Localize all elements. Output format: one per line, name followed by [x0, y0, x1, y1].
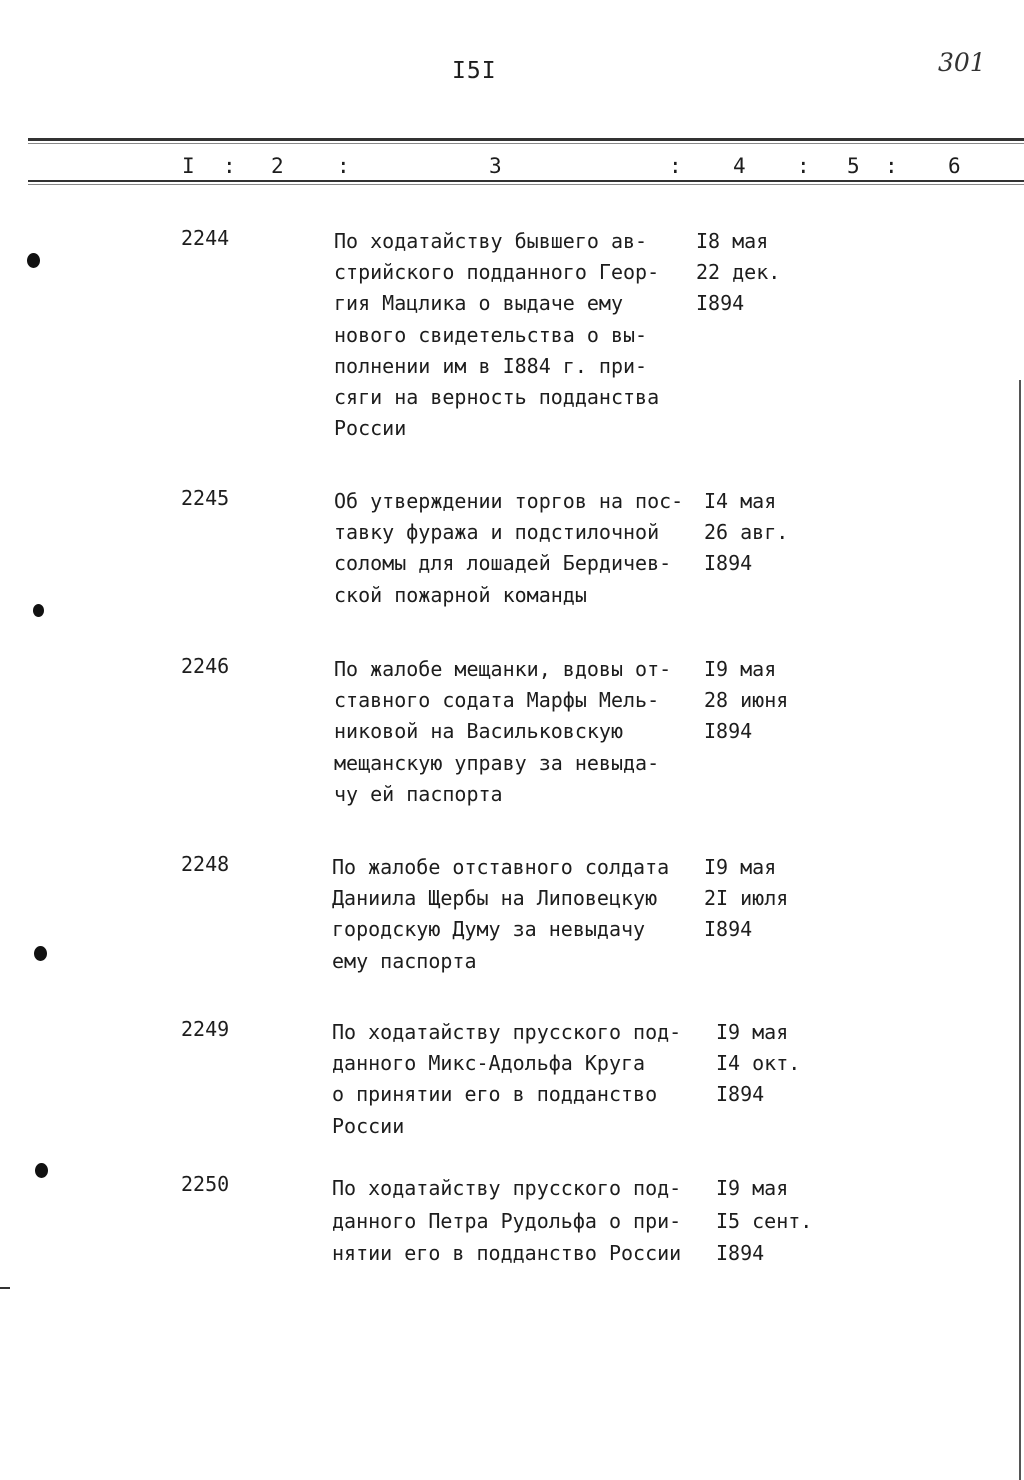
punch-hole-icon — [35, 1163, 48, 1178]
entry-number: 2246 — [181, 654, 230, 678]
column-header-6: 6 — [948, 154, 961, 178]
column-separator: : — [669, 154, 682, 178]
entry-number: 2244 — [181, 226, 230, 250]
punch-hole-icon — [33, 604, 44, 617]
entry-dates: I4 мая 26 авг. I894 — [704, 489, 789, 576]
entry-number: 2249 — [181, 1017, 230, 1041]
header-bottom-rule — [28, 180, 1024, 182]
entry-description: По ходатайству прусского под- данного Микс-Адольфа Круга о принятии его в подданство России — [332, 1020, 682, 1138]
column-separator: : — [337, 154, 350, 178]
column-separator: : — [223, 154, 236, 178]
column-header-5: 5 — [847, 154, 860, 178]
header-bottom-rule-thin — [28, 184, 1024, 185]
entry-description: По ходатайству прусского под- данного Петра Рудольфа о при- нятии его в подданство России — [332, 1176, 682, 1265]
page-edge-line — [1019, 380, 1021, 1480]
punch-hole-icon — [27, 253, 40, 268]
page-number: I5I — [452, 58, 497, 84]
header-top-rule — [28, 138, 1024, 141]
entry-description: Об утверждении торгов на пос- тавку фуража и подстилочной соломы для лошадей Бердичев- ской пожарной команды — [334, 489, 684, 607]
punch-hole-icon — [34, 946, 47, 961]
entry-dates: I8 мая 22 дек. I894 — [696, 229, 781, 316]
column-separator: : — [885, 154, 898, 178]
margin-mark — [0, 1287, 10, 1289]
entry-number: 2250 — [181, 1172, 230, 1196]
entry-dates: I9 мая I5 сент. I894 — [716, 1176, 813, 1265]
entry-dates: I9 мая 28 июня I894 — [704, 657, 789, 744]
entry-description: По жалобе мещанки, вдовы от- ставного содата Марфы Мель- никовой на Васильковскую мещанскую управу за невыда- чу ей паспорта — [334, 657, 672, 806]
column-header-3: 3 — [489, 154, 502, 178]
entry-number: 2248 — [181, 852, 230, 876]
entry-dates: I9 мая I4 окт. I894 — [716, 1020, 801, 1107]
column-header-2: 2 — [271, 154, 284, 178]
entry-number: 2245 — [181, 486, 230, 510]
column-separator: : — [797, 154, 810, 178]
entry-description: По ходатайству бывшего ав- стрийского подданного Геор- гия Мацлика о выдаче ему нового свидетельства о вы- полнении им в I884 г. при- сяги на верность подданства России — [334, 229, 660, 441]
column-header-1: I — [182, 154, 195, 178]
archive-folio-number: 301 — [938, 48, 986, 77]
entry-dates: I9 мая 2I июля I894 — [704, 855, 789, 942]
column-header-4: 4 — [733, 154, 746, 178]
header-top-rule-thin — [28, 143, 1024, 144]
entry-description: По жалобе отставного солдата Даниила Щербы на Липовецкую городскую Думу за невыдачу ему паспорта — [332, 855, 670, 973]
